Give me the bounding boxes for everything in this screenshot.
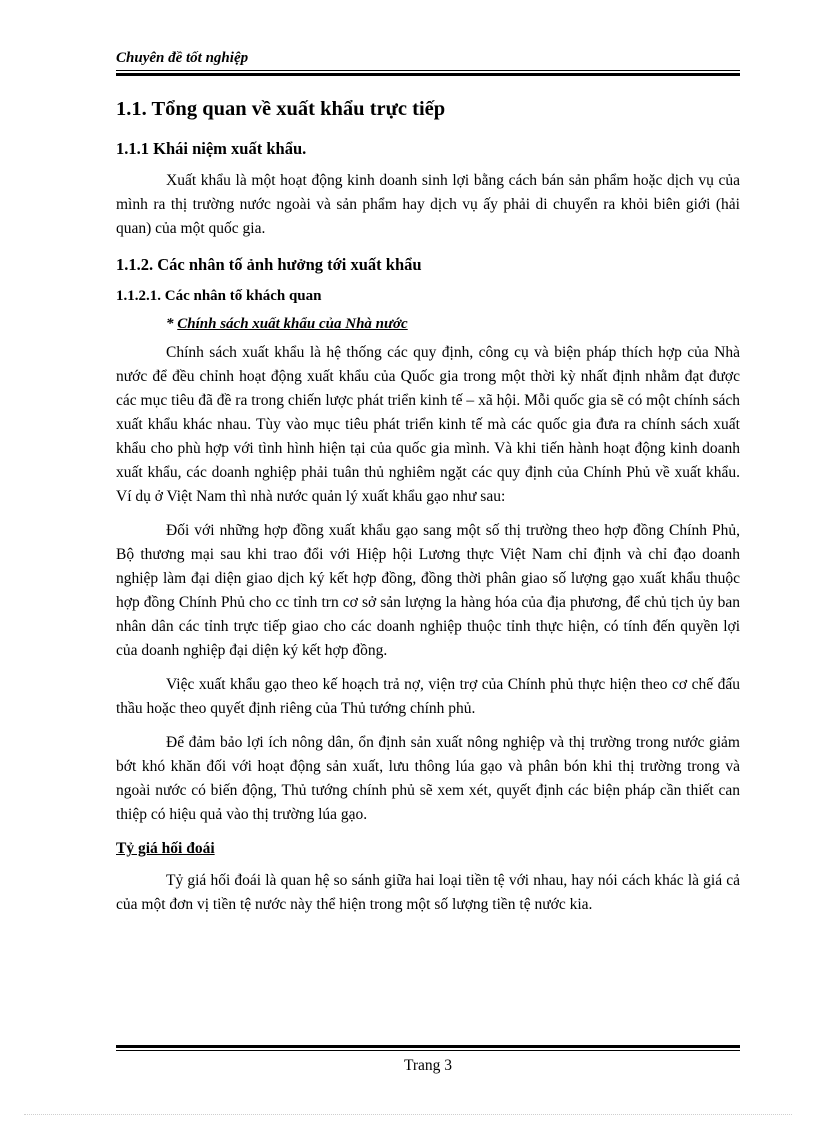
page-content	[116, 95, 740, 927]
footer-rule-top	[116, 1045, 740, 1048]
subsection-1-title: 1.1.1 Khái niệm xuất khẩu.	[116, 139, 307, 158]
page-number: Trang 3	[403, 1057, 453, 1074]
policy-heading	[166, 313, 740, 335]
header-rule-top	[116, 70, 740, 71]
running-header: Chuyên đề tốt nghiệp	[116, 50, 249, 66]
policy-paragraph-2: Đối với những hợp đồng xuất khẩu gạo sang một số thị trường theo hợp đồng Chính Phủ, Bộ thương mại sau khi trao đổi với Hiệp hội Lương thực Việt Nam chỉ định và chỉ đạo doanh nghiệp làm đại diện giao dịch ký kết hợp đồng, đồng thời phân giao số lượng gạo xuất khẩu thuộc hợp đồng Chính Phủ cho cc tỉnh trn cơ sở sản lượng la hàng hóa của địa phương, để chủ tịch ủy ban nhân dân các tỉnh trực tiếp giao cho các doanh nghiệp thuộc tỉnh thực hiện, có tính đến quyền lợi của doanh nghiệp đại diện ký kết hợp đồng.	[116, 522, 740, 659]
header-rule-bottom	[116, 73, 740, 76]
policy-paragraph-1: Chính sách xuất khẩu là hệ thống các quy định, công cụ và biện pháp thích hợp của Nhà nước để đều chỉnh hoạt động xuất khẩu của Quốc gia trong một thời kỳ nhất định nhằm đạt được các mục tiêu đã đề ra trong chiến lược phát triển kinh tế – xã hội. Mỗi quốc gia sẽ có một chính sách xuất khẩu khác nhau. Tùy vào mục tiêu phát triển kinh tế mà các quốc gia đưa ra chính sách xuất khẩu cho phù hợp với tình hình hiện tại của quốc gia mình. Và khi tiến hành hoạt động kinh doanh xuất khẩu, các doanh nghiệp phải tuân thủ nghiêm ngặt các quy định của Chính Phủ về xuất khẩu. Ví dụ ở Việt Nam thì nhà nước quản lý xuất khẩu gạo như sau:	[116, 344, 740, 505]
page-edge-divider	[24, 1114, 792, 1115]
definition-paragraph: Xuất khẩu là một hoạt động kinh doanh sinh lợi bằng cách bán sản phẩm hoặc dịch vụ của mình ra thị trường nước ngoài và sản phẩm hay dịch vụ ấy phải di chuyển ra khỏi biên giới (hải quan) của một quốc gia.	[116, 172, 740, 237]
exchange-rate-heading: Tỷ giá hối đoái	[116, 840, 215, 857]
policy-heading-text: Chính sách xuất khẩu của Nhà nước	[177, 316, 408, 332]
section-title: 1.1. Tổng quan về xuất khẩu trực tiếp	[116, 98, 446, 120]
subsubsection-title: 1.1.2.1. Các nhân tố khách quan	[116, 288, 322, 304]
footer-rule-bottom	[116, 1050, 740, 1051]
exchange-rate-paragraph: Tỷ giá hối đoái là quan hệ so sánh giữa hai loại tiền tệ với nhau, hay nói cách khác là giá cả của một đơn vị tiền tệ nước này thể hiện trong một số lượng tiền tệ nước kia.	[116, 872, 740, 913]
policy-paragraph-4: Để đảm bảo lợi ích nông dân, ổn định sản xuất nông nghiệp và thị trường trong nước giảm bớt khó khăn đối với hoạt động sản xuất, lưu thông lúa gạo và phân bón khi thị trường trong và ngoài nước có biến động, Thủ tướng chính phủ sẽ xem xét, quyết định các biện pháp cần thiết can thiệp có hiệu quả vào thị trường lúa gạo.	[116, 734, 740, 823]
policy-bullet: *	[166, 316, 178, 332]
subsection-2-title: 1.1.2. Các nhân tố ảnh hưởng tới xuất khẩu	[116, 255, 422, 274]
policy-paragraph-3: Việc xuất khẩu gạo theo kế hoạch trả nợ, viện trợ của Chính phủ thực hiện theo cơ chế đấu thầu hoặc theo quyết định riêng của Thủ tướng chính phủ.	[116, 676, 740, 717]
